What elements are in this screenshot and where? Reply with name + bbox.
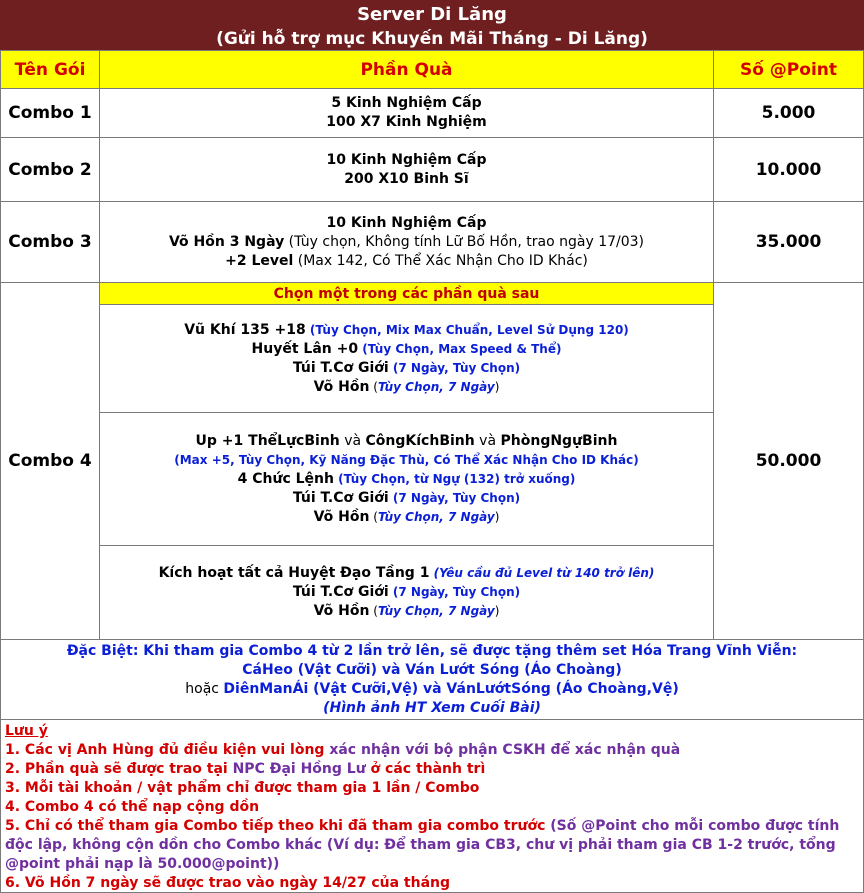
note-2 bbox=[5, 760, 859, 779]
opt3-line3-main: Võ Hồn bbox=[313, 603, 370, 619]
opt1-line4-note: Tùy Chọn, 7 Ngày bbox=[377, 379, 495, 394]
special-line2: CáHeo (Vật Cưỡi) và Ván Lướt Sóng (Áo Choàng) bbox=[242, 661, 622, 678]
combo3-reward bbox=[99, 201, 714, 283]
combo2-points: 10.000 bbox=[713, 137, 864, 202]
opt1-line2 bbox=[252, 340, 562, 359]
combo3-line3-note: (Max 142, Có Thể Xác Nhận Cho ID Khác) bbox=[293, 252, 588, 269]
combo1-line1: 5 Kinh Nghiệm Cấp bbox=[331, 95, 482, 111]
opt2-line5-note: Tùy Chọn, 7 Ngày bbox=[377, 509, 495, 524]
header-points: Số @Point bbox=[713, 50, 864, 89]
notes-title: Lưu ý bbox=[5, 723, 48, 739]
opt1-line3 bbox=[293, 359, 520, 378]
combo1-line2: 100 X7 Kinh Nghiệm bbox=[326, 114, 487, 130]
opt2-line4-note: (7 Ngày, Tùy Chọn) bbox=[388, 490, 521, 505]
opt3-line1-note: (Yêu cầu đủ Level từ 140 trở lên) bbox=[429, 566, 655, 580]
special-line3 bbox=[185, 680, 679, 699]
special-line3-main: DiênManÁi (Vật Cưỡi,Vệ) và VánLướtSóng (Áo Choàng,Vệ) bbox=[223, 680, 679, 697]
note-2-a: 2. Phần quà sẽ được trao tại bbox=[5, 761, 233, 777]
opt1-line3-note: (7 Ngày, Tùy Chọn) bbox=[388, 360, 521, 375]
opt3-line3-note: Tùy Chọn, 7 Ngày bbox=[377, 604, 495, 618]
combo3-line3-main: +2 Level bbox=[225, 252, 294, 269]
combo3-line2-note: (Tùy chọn, Không tính Lữ Bố Hồn, trao ngày 17/03) bbox=[284, 233, 645, 250]
combo3-line2-main: Võ Hồn 3 Ngày bbox=[168, 233, 285, 250]
combo1-points: 5.000 bbox=[713, 88, 864, 138]
note-5 bbox=[5, 817, 859, 874]
opt1-line4-close: ) bbox=[494, 379, 500, 394]
combo2-name: Combo 2 bbox=[0, 137, 100, 202]
note-5-b: (Số @Point cho mỗi combo được tính độc lập, không cộn dồn cho Combo khác (Ví dụ: Để tham gia CB3, chư vị phải tham gia CB 1-2 trước, tổng @point phải nạp là 50.000@point)) bbox=[5, 818, 840, 872]
combo4-name: Combo 4 bbox=[0, 282, 100, 640]
opt2-line1-c: PhòngNgựBinh bbox=[500, 432, 618, 449]
notes-section bbox=[0, 719, 864, 893]
opt1-line4 bbox=[314, 378, 500, 397]
opt2-line5-close: ) bbox=[494, 509, 500, 524]
combo3-name: Combo 3 bbox=[0, 201, 100, 283]
opt2-line1-a: Up +1 ThểLựcBinh bbox=[195, 432, 340, 449]
opt2-line1 bbox=[196, 432, 618, 451]
special-line4: (Hình ảnh HT Xem Cuối Bài) bbox=[323, 699, 541, 716]
opt3-line2-main: Túi T.Cơ Giới bbox=[292, 584, 389, 600]
special-line1: Đặc Biệt: Khi tham gia Combo 4 từ 2 lần trở lên, sẽ được tặng thêm set Hóa Trang Vĩnh Viễn: bbox=[66, 642, 798, 659]
opt1-line1 bbox=[184, 321, 629, 340]
opt1-line2-note: (Tùy Chọn, Max Speed & Thể) bbox=[358, 341, 562, 356]
opt3-line3 bbox=[314, 602, 500, 621]
opt2-line5-open: ( bbox=[369, 509, 378, 524]
opt2-line3-note: (Tùy Chọn, từ Ngự (132) trở xuống) bbox=[334, 471, 576, 486]
header-name: Tên Gói bbox=[0, 50, 100, 89]
opt2-line4-main: Túi T.Cơ Giới bbox=[292, 489, 389, 506]
note-4: 4. Combo 4 có thể nạp cộng dồn bbox=[5, 799, 260, 815]
combo4-points: 50.000 bbox=[713, 282, 864, 640]
opt1-line4-main: Võ Hồn bbox=[313, 378, 370, 395]
opt2-line5-main: Võ Hồn bbox=[313, 508, 370, 525]
combo2-line1: 10 Kinh Nghiệm Cấp bbox=[326, 151, 487, 168]
combo1-reward bbox=[99, 88, 714, 138]
opt3-line1-main: Kích hoạt tất cả Huyệt Đạo Tầng 1 bbox=[158, 565, 430, 581]
opt1-line2-main: Huyết Lân +0 bbox=[251, 340, 359, 357]
opt3-line3-close: ) bbox=[494, 604, 500, 618]
note-1-a: 1. Các vị Anh Hùng đủ điều kiện vui lòng bbox=[5, 742, 330, 758]
combo1-name: Combo 1 bbox=[0, 88, 100, 138]
combo4-option2 bbox=[99, 412, 714, 546]
opt1-line3-main: Túi T.Cơ Giới bbox=[292, 359, 389, 376]
note-3: 3. Mỗi tài khoản / vật phẩm chỉ được tham gia 1 lần / Combo bbox=[5, 780, 480, 796]
opt1-line1-main: Vũ Khí 135 +18 bbox=[184, 321, 306, 338]
combo4-choose-label: Chọn một trong các phần quà sau bbox=[99, 282, 714, 305]
note-1 bbox=[5, 741, 859, 760]
opt1-line4-open: ( bbox=[369, 379, 378, 394]
opt2-line1-and1: và bbox=[339, 432, 366, 449]
opt3-line2-note: (7 Ngày, Tùy Chọn) bbox=[388, 585, 521, 599]
combo2-line2: 200 X10 Binh Sĩ bbox=[344, 170, 469, 187]
opt2-line4 bbox=[293, 489, 520, 508]
combo3-line2 bbox=[169, 233, 644, 252]
opt3-line3-open: ( bbox=[369, 604, 378, 618]
header-reward: Phần Quà bbox=[99, 50, 714, 89]
server-subtitle: (Gửi hỗ trợ mục Khuyến Mãi Tháng - Di Lăng) bbox=[216, 29, 648, 49]
combo4-option1 bbox=[99, 304, 714, 413]
note-5-a: 5. Chỉ có thể tham gia Combo tiếp theo khi đã tham gia combo trước bbox=[5, 818, 546, 834]
special-line3-or: hoặc bbox=[185, 680, 224, 697]
server-title: Server Di Lăng bbox=[357, 4, 507, 25]
opt2-line1-and2: và bbox=[474, 432, 501, 449]
opt3-line2 bbox=[293, 583, 520, 602]
combo4-option3 bbox=[99, 545, 714, 640]
opt3-line1 bbox=[159, 564, 655, 583]
title-bar bbox=[0, 0, 864, 50]
note-6: 6. Võ Hồn 7 ngày sẽ được trao vào ngày 14/27 của tháng bbox=[5, 875, 451, 891]
combo3-line1: 10 Kinh Nghiệm Cấp bbox=[326, 214, 487, 231]
combo3-line3 bbox=[225, 252, 588, 271]
special-section bbox=[0, 639, 864, 720]
combo3-points: 35.000 bbox=[713, 201, 864, 283]
opt2-line1-b: CôngKíchBinh bbox=[365, 432, 475, 449]
opt2-line2: (Max +5, Tùy Chọn, Kỹ Năng Đặc Thù, Có Thể Xác Nhận Cho ID Khác) bbox=[174, 452, 639, 467]
opt2-line3-main: 4 Chức Lệnh bbox=[237, 470, 334, 487]
note-1-b: xác nhận với bộ phận CSKH để xác nhận quà bbox=[329, 742, 681, 758]
note-2-b: NPC Đại Hồng Lư bbox=[232, 761, 366, 777]
opt2-line5 bbox=[314, 508, 500, 527]
opt1-line1-note: (Tùy Chọn, Mix Max Chuẩn, Level Sử Dụng 120) bbox=[305, 322, 629, 337]
note-2-c: ở các thành trì bbox=[365, 761, 486, 777]
opt2-line3 bbox=[238, 470, 576, 489]
combo2-reward bbox=[99, 137, 714, 202]
